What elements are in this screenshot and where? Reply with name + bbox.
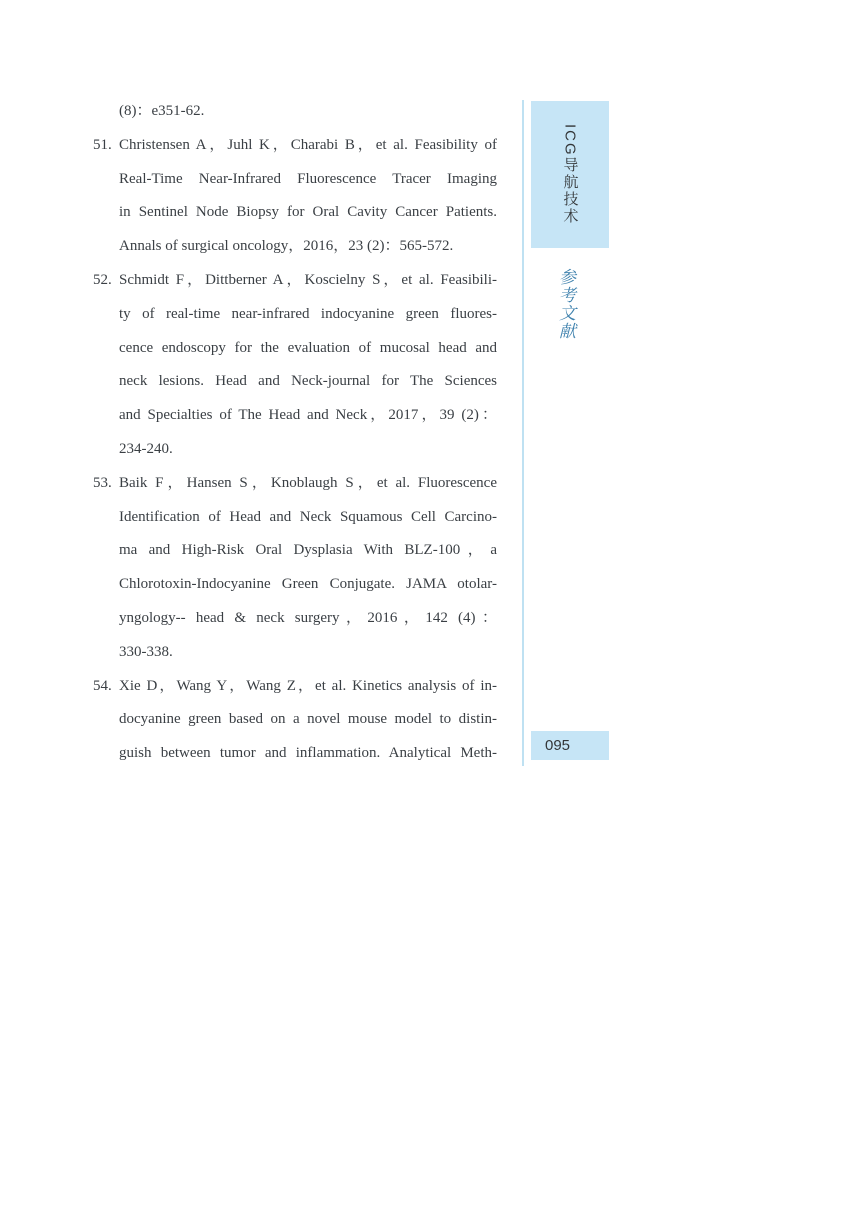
reference-line: Xie D，Wang Y，Wang Z，et al. Kinetics analysis of in- [119,677,497,694]
reference-line: Christensen A，Juhl K，Charabi B，et al. Feasibility of [119,136,497,153]
chapter-tab-label: ICG导航技术 [561,124,579,225]
references-list [93,95,497,771]
reference-entry-52 [93,264,497,467]
reference-entry-54 [93,670,497,771]
reference-line: cence endoscopy for the evaluation of mucosal head and [119,339,497,356]
reference-line: Real-Time Near-Infrared Fluorescence Tracer Imaging [119,170,497,187]
reference-line: guish between tumor and inflammation. Analytical Meth- [119,745,497,762]
reference-number: 51. [93,136,112,153]
reference-line: ma and High-Risk Oral Dysplasia With BLZ-100，a [119,542,497,559]
reference-line: neck lesions. Head and Neck-journal for The Sciences [119,373,497,390]
reference-line: Identification of Head and Neck Squamous Cell Carcino- [119,508,497,525]
reference-number: 53. [93,474,112,491]
reference-line: 234-240. [119,440,173,457]
section-label: 参考文献 [556,268,575,340]
reference-line: in Sentinel Node Biopsy for Oral Cavity Cancer Patients. [119,204,497,221]
chapter-tab [531,101,609,248]
reference-number: 54. [93,677,112,694]
reference-line: and Specialties of The Head and Neck，2017，39 (2)： [119,407,497,424]
reference-entry-51 [93,129,497,264]
reference-entry-53 [93,467,497,670]
reference-entry-50-continuation [119,95,497,129]
page-number-badge: 095 [531,731,609,760]
reference-line: Schmidt F，Dittberner A，Koscielny S，et al. Feasibili- [119,271,497,288]
reference-line: ty of real-time near-infrared indocyanine green fluores- [119,305,497,322]
reference-number: 52. [93,271,112,288]
reference-line: Baik F，Hansen S，Knoblaugh S，et al. Fluorescence [119,474,497,491]
sidebar-rule [522,100,524,766]
reference-line: docyanine green based on a novel mouse model to distin- [119,711,497,728]
reference-line: Chlorotoxin-Indocyanine Green Conjugate. JAMA otolar- [119,576,497,593]
reference-line: (8)：e351-62. [119,103,205,119]
reference-line: 330-338. [119,643,173,660]
reference-line: Annals of surgical oncology，2016，23 (2)：565-572. [119,238,454,255]
reference-line: yngology-- head & neck surgery，2016，142 (4)： [119,609,497,626]
